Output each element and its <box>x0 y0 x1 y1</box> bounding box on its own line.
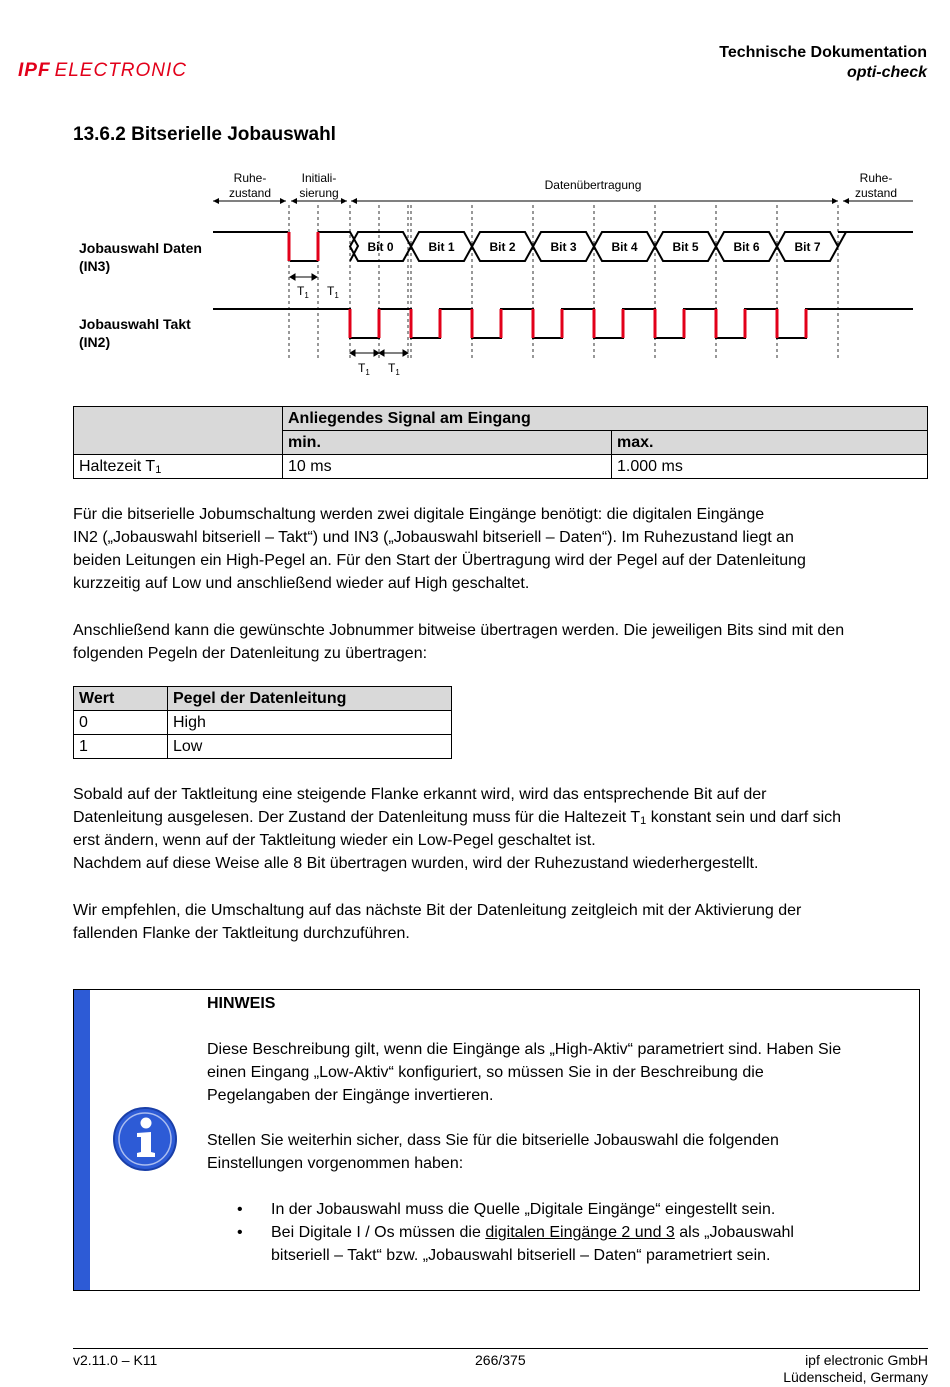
note-box <box>73 989 920 1291</box>
text-line: Datenleitung ausgelesen. Der Zustand der Datenleitung muss für die Haltezeit $T_1$ konstant sein und darf sich <box>73 809 842 827</box>
paragraph-bits <box>73 619 933 665</box>
bit-label: Bit 4 <box>611 240 638 254</box>
logo-ipf: IPF <box>18 60 51 81</box>
text-line: folgenden Pegeln der Datenleitung zu übertragen: <box>73 645 428 662</box>
timing-table-max-value: 1.000 ms <box>612 455 928 479</box>
document-subtitle: opti-check <box>846 64 927 81</box>
document-header <box>719 43 927 83</box>
timing-table-header: Anliegendes Signal am Eingang <box>283 407 928 431</box>
text-line: beiden Leitungen ein High-Pegel an. Für den Start der Übertragung wird der Pegel auf der Datenleitung <box>73 552 806 569</box>
footer-company-location: Lüdenscheid, Germany <box>783 1369 928 1385</box>
paragraph-recommendation <box>73 899 933 945</box>
phase-label-ruhe-1a: Ruhe- <box>233 171 267 185</box>
footer-rule <box>73 1348 928 1349</box>
bit-label: Bit 7 <box>794 240 821 254</box>
phase-label-ruhe-1b: zustand <box>228 186 272 200</box>
t1-label-clock-1: $T_1$ <box>358 361 370 377</box>
phase-label-ruhe-2a: Ruhe- <box>859 171 893 185</box>
bit-label: Bit 3 <box>550 240 577 254</box>
footer-company <box>783 1352 928 1386</box>
section-title: 13.6.2 Bitserielle Jobauswahl <box>73 124 336 145</box>
text-line: Für die bitserielle Jobumschaltung werden zwei digitale Eingänge benötigt: die digitalen Eingänge <box>73 506 765 523</box>
t1-markers-data <box>290 274 317 280</box>
bit-label: Bit 2 <box>489 240 516 254</box>
phase-label-ruhe-2b: zustand <box>854 186 898 200</box>
table-row <box>74 735 452 759</box>
level-table-cell: 0 <box>74 711 168 735</box>
inputs-link[interactable]: digitalen Eingänge 2 und 3 <box>485 1224 675 1241</box>
logo-electronic: ELECTRONIC <box>54 60 188 81</box>
list-item: • In der Jobauswahl muss die Quelle „Digitale Eingänge“ eingestellt sein. <box>207 1198 794 1221</box>
list-item: • Bei Digitale I / Os müssen die digitalen Eingänge 2 und 3 als „Jobauswahl bitseriell – Takt“ bzw. „Jobauswahl bitseriell – Daten“ parametriert sein. <box>207 1221 794 1267</box>
text-line: Nachdem auf diese Weise alle 8 Bit übertragen wurden, wird der Ruhezustand wiederhergestellt. <box>73 855 759 872</box>
bit-label: Bit 1 <box>428 240 455 254</box>
phase-label-init-a: Initiali- <box>301 171 337 185</box>
note-title: HINWEIS <box>207 995 276 1012</box>
company-logo <box>18 60 187 82</box>
text-line: fallenden Flanke der Taktleitung durchzuführen. <box>73 925 410 942</box>
data-edges <box>289 232 318 261</box>
timing-table-col-max: max. <box>612 431 928 455</box>
t1-label-clock-2: $T_1$ <box>388 361 400 377</box>
bit-label: Bit 0 <box>367 240 394 254</box>
footer-page-number: 266/375 <box>475 1352 526 1368</box>
note-paragraph-1 <box>207 1038 841 1107</box>
table-row <box>74 455 928 479</box>
timing-table-corner <box>74 407 283 455</box>
signal-label-takt-sub: (IN2) <box>79 334 111 350</box>
level-table-cell: High <box>168 711 452 735</box>
text-line: erst ändern, wenn auf der Taktleitung wieder ein Low-Pegel geschaltet ist. <box>73 832 596 849</box>
bit-label: Bit 5 <box>672 240 699 254</box>
footer-company-name: ipf electronic GmbH <box>805 1352 928 1368</box>
note-list <box>207 1198 794 1267</box>
timing-table-row-label: Haltezeit $T_1$ <box>74 455 283 479</box>
text-line: Sobald auf der Taktleitung eine steigende Flanke erkannt wird, wird das entsprechende Bit auf der <box>73 786 767 803</box>
phase-label-daten: Datenübertragung <box>544 178 642 192</box>
t1-label-data-2: $T_1$ <box>327 284 339 300</box>
bullet: • <box>237 1201 243 1218</box>
timing-table-min-value: 10 ms <box>283 455 612 479</box>
text-line: einen Eingang „Low-Aktiv“ konfiguriert, so müssen Sie in der Beschreibung die <box>207 1064 764 1081</box>
signal-label-takt: Jobauswahl Takt <box>79 316 191 332</box>
level-table <box>73 686 452 759</box>
table-row <box>74 711 452 735</box>
bit-label: Bit 6 <box>733 240 760 254</box>
signal-label-daten: Jobauswahl Daten <box>79 240 202 256</box>
document-title: Technische Dokumentation <box>719 44 927 61</box>
text-line: Pegelangaben der Eingänge invertieren. <box>207 1087 494 1104</box>
data-return-edge <box>838 232 846 247</box>
timing-diagram <box>75 165 920 383</box>
note-paragraph-2 <box>207 1129 779 1175</box>
timing-table-col-min: min. <box>283 431 612 455</box>
paragraph-intro <box>73 503 933 595</box>
level-table-col-wert: Wert <box>74 687 168 711</box>
phase-label-init-b: sierung <box>299 186 339 200</box>
timing-table <box>73 406 928 479</box>
text-line: Einstellungen vorgenommen haben: <box>207 1155 464 1172</box>
text-line: Anschließend kann die gewünschte Jobnummer bitweise übertragen werden. Die jeweiligen Bits sind mit den <box>73 622 845 639</box>
text-line: Stellen Sie weiterhin sicher, dass Sie für die bitserielle Jobauswahl die folgenden <box>207 1132 779 1149</box>
level-table-cell: Low <box>168 735 452 759</box>
level-table-col-pegel: Pegel der Datenleitung <box>168 687 452 711</box>
t1-label-data-1: $T_1$ <box>297 284 309 300</box>
note-accent-bar <box>74 990 90 1290</box>
text-line: IN2 („Jobauswahl bitseriell – Takt“) und IN3 („Jobauswahl bitseriell – Daten“). Im Ruhezustand liegt an <box>73 529 794 546</box>
text-line: Diese Beschreibung gilt, wenn die Eingänge als „High-Aktiv“ parametriert sind. Haben Sie <box>207 1041 842 1058</box>
level-table-cell: 1 <box>74 735 168 759</box>
paragraph-clock <box>73 783 933 875</box>
text-line: Wir empfehlen, die Umschaltung auf das nächste Bit der Datenleitung zeitgleich mit der Aktivierung der <box>73 902 802 919</box>
signal-label-daten-sub: (IN3) <box>79 258 111 274</box>
info-icon <box>112 1106 178 1172</box>
bullet: • <box>237 1224 243 1241</box>
footer-version: v2.11.0 – K11 <box>73 1352 158 1368</box>
text-line: kurzzeitig auf Low und anschließend wieder auf High geschaltet. <box>73 575 530 592</box>
